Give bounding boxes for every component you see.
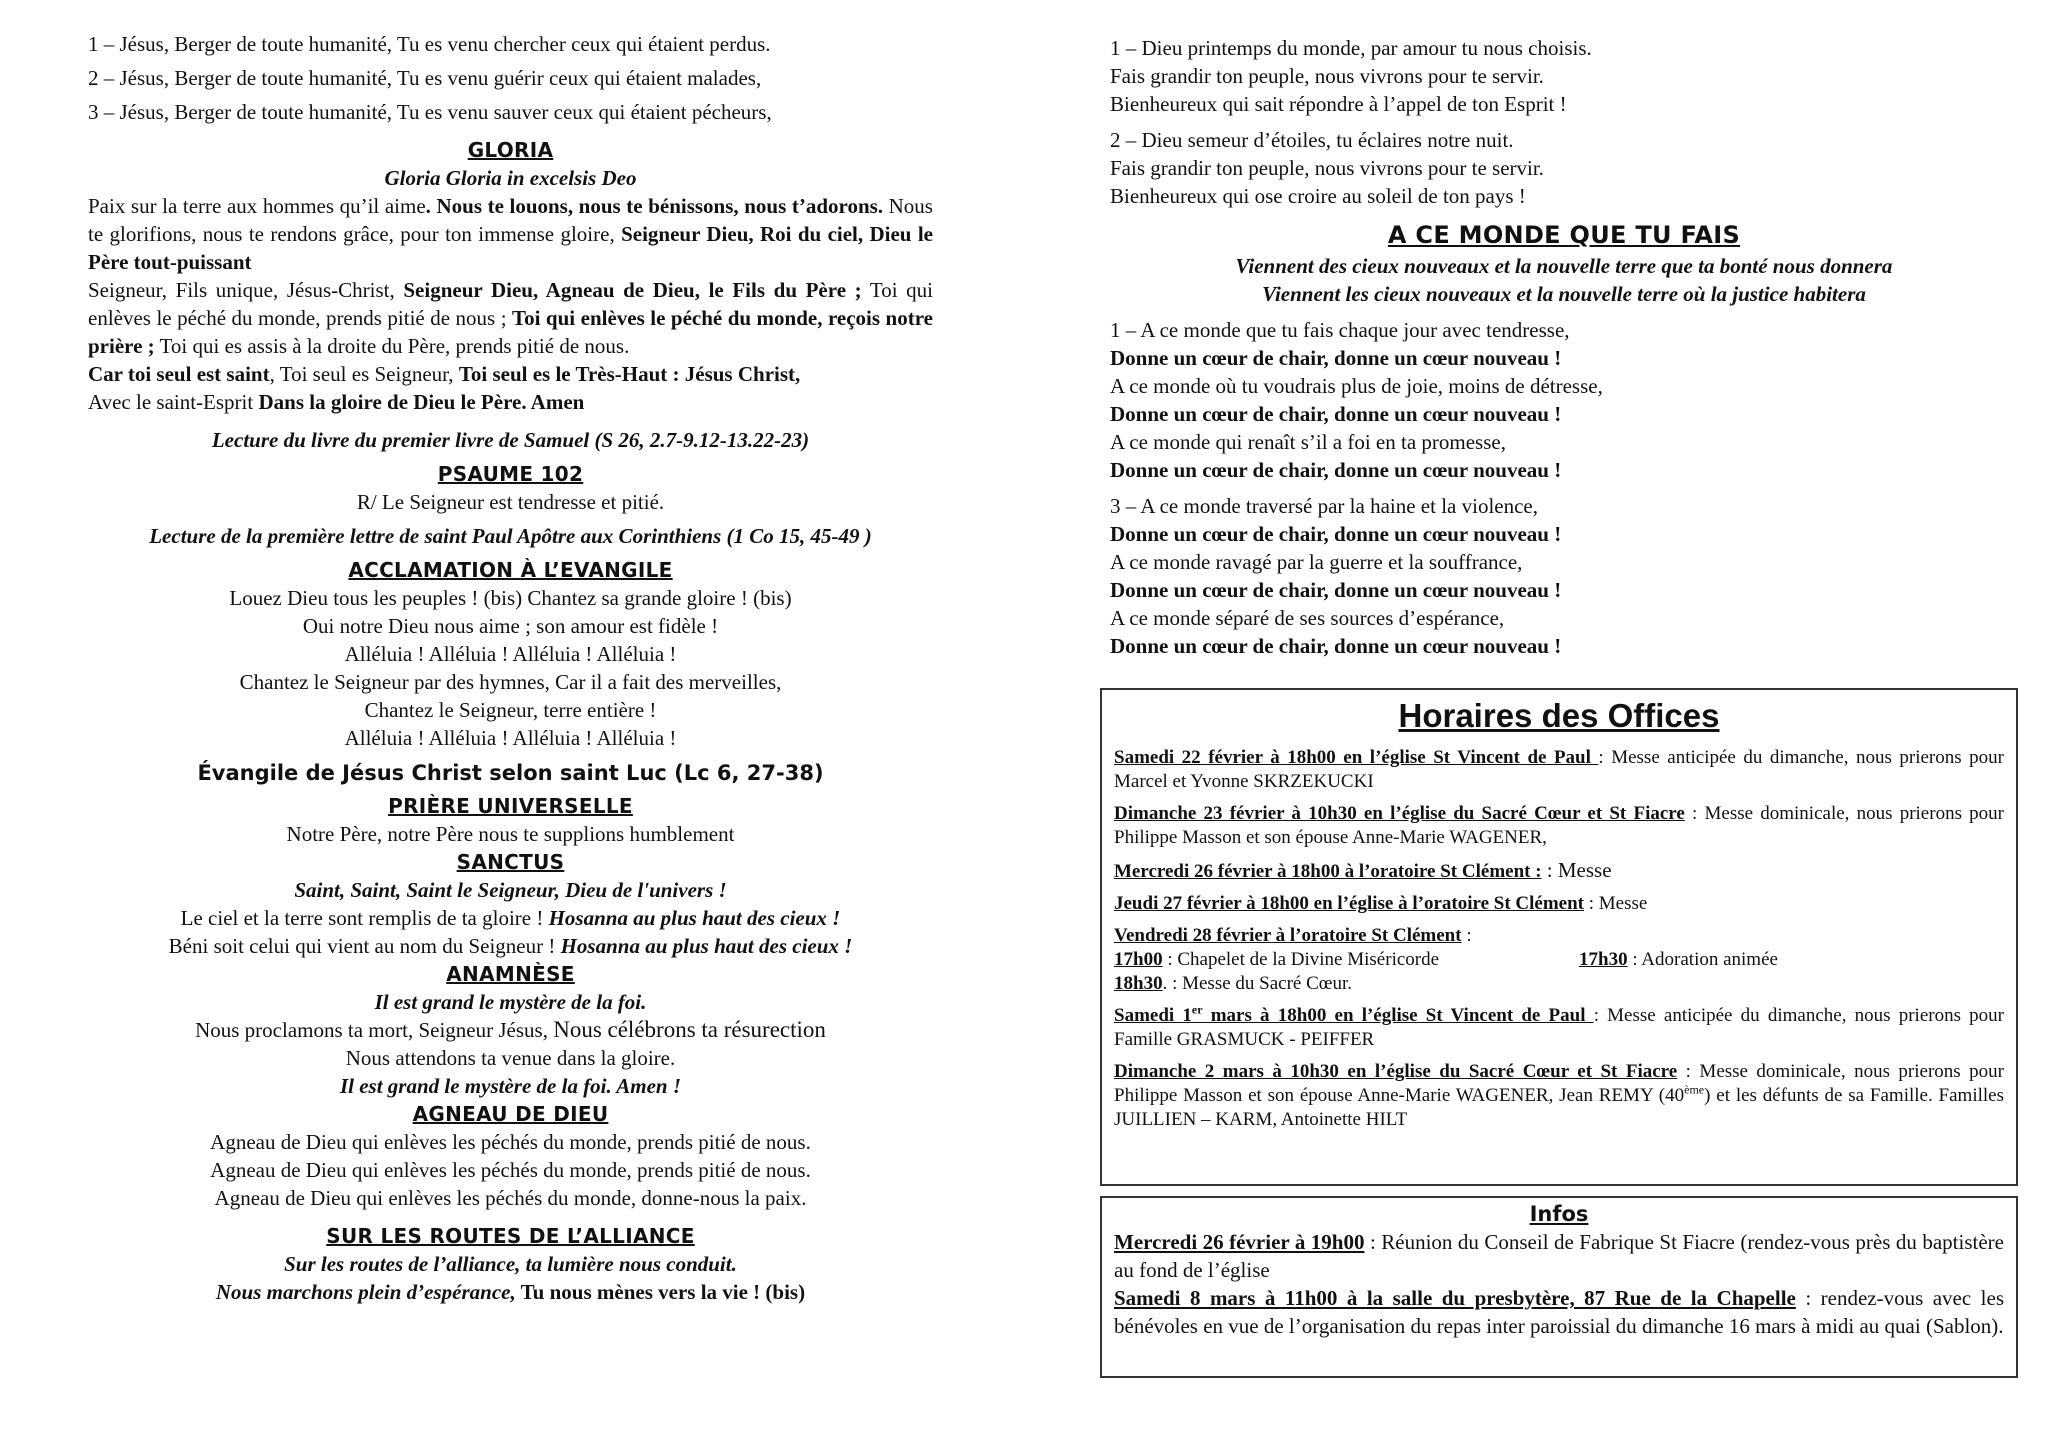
monde-heading: A CE MONDE QUE TU FAIS [1387,221,1741,249]
gloria-t10: Car toi seul est saint [88,362,270,386]
gloria-t7: Toi qui enlèves le péché du monde, prends pitié de nous ; [88,278,934,330]
gloria-t12: Toi seul es le Très-Haut : Jésus Christ, [458,362,801,386]
horaires-title: Horaires des Offices [1398,697,1720,734]
verse-line: A ce monde ravagé par la guerre et la souffrance, [1110,550,1523,574]
gloria-t9: Toi qui es assis à la droite du Père, prends pitié de nous. [154,334,630,358]
verse-line: A ce monde séparé de ses sources d’espérance, [1110,606,1505,630]
agneau-line: Agneau de Dieu qui enlèves les péchés du monde, donne-nous la paix. [214,1186,807,1210]
prayer-line: Notre Père, notre Père nous te supplions humblement [286,822,735,846]
gloria-t6: Seigneur Dieu, Agneau de Dieu, le Fils du Père ; [403,278,862,302]
office-date [1114,1002,1594,1026]
sanctus-line: Saint, Saint, Saint le Seigneur, Dieu de l'univers ! [294,878,727,902]
office-entry [1114,802,2004,850]
monde-refrain: Viennent les cieux nouveaux et la nouvelle terre où la justice habitera [1262,282,1866,306]
verse-line: Donne un cœur de chair, donne un cœur nouveau ! [1110,458,1562,482]
office-entry [1114,1004,2004,1052]
intro-line: 3 – Jésus, Berger de toute humanité, Tu es venu sauver ceux qui étaient pécheurs, [88,100,772,124]
verse-line: 3 – A ce monde traversé par la haine et la violence, [1110,494,1538,518]
printemps-line: Fais grandir ton peuple, nous vivrons pour te servir. [1110,64,1544,88]
office-desc: ) et les défunts de sa Famille. Familles JUILLIEN – KARM, Antoinette HILT [1114,1085,2004,1130]
gloria-t1: Paix sur la terre aux hommes qu’il aime [88,194,426,218]
acclamation-line: Alléluia ! Alléluia ! Alléluia ! Alléluia ! [344,642,677,666]
office-date: Dimanche 23 février à 10h30 en l’église du Sacré Cœur et St Fiacre [1114,803,1685,824]
gloria-text [88,360,933,416]
agneau-line: Agneau de Dieu qui enlèves les péchés du monde, prends pitié de nous. [210,1130,811,1154]
intro-line: 2 – Jésus, Berger de toute humanité, Tu es venu guérir ceux qui étaient malades, [88,66,762,90]
semeur-line: 2 – Dieu semeur d’étoiles, tu éclaires notre nuit. [1110,128,1514,152]
info-date: Samedi 8 mars à 11h00 à la salle du presbytère, 87 Rue de la Chapelle [1114,1286,1796,1310]
acclamation-line: Chantez le Seigneur par des hymnes, Car il a fait des merveilles, [239,670,782,694]
office-entry [1114,858,2004,884]
right-column [1110,34,2018,660]
gloria-t3: Nous te glorifions, nous te rendons grâce, pour ton immense gloire, [88,194,933,246]
info-desc: : rendez-vous avec les bénévoles en vue de l’organisation du repas inter paroissial du dimanche 16 mars à midi au quai (Sablon). [1114,1286,2004,1338]
sanctus-line2b: Hosanna au plus haut des cieux ! [548,906,841,930]
office-date-sup: er [1191,1002,1203,1017]
office-date: Jeudi 27 février à 18h00 en l’église à l’oratoire St Clément [1114,893,1584,914]
info-desc: : Réunion du Conseil de Fabrique St Fiacre (rendez-vous près du baptistère au fond de l’église [1114,1230,2004,1282]
office-time: 17h30 [1579,949,1628,970]
office-date: Vendredi 28 février à l’oratoire St Clément [1114,925,1462,946]
gloria-t14: Dans la gloire de Dieu le Père. Amen [258,390,585,414]
office-desc-sup: ème [1684,1082,1705,1097]
reading-1: Lecture du livre du premier livre de Samuel (S 26, 2.7-9.12-13.22-23) [211,428,810,452]
psalm-heading: PSAUME 102 [437,462,584,486]
routes-line2b: Tu nous mènes vers la vie ! (bis) [515,1280,806,1304]
office-date: Mercredi 26 février à 18h00 à l’oratoire St Clément : [1114,861,1542,882]
office-desc: : Messe dominicale, nous prierons pour Philippe Masson et son épouse Anne-Marie WAGENER, Jean REMY (40 [1114,1061,2004,1106]
semeur-line: Bienheureux qui ose croire au soleil de ton pays ! [1110,184,1526,208]
info-entry [1114,1228,2004,1284]
office-times-row [1114,948,2004,972]
reading-2: Lecture de la première lettre de saint Paul Apôtre aux Corinthiens (1 Co 15, 45-49 ) [149,524,872,548]
sanctus-line3a: Béni soit celui qui vient au nom du Seigneur ! [168,934,561,958]
gloria-t2: . Nous te louons, nous te bénissons, nous t’adorons. [425,194,884,218]
sanctus-line [88,932,933,960]
office-desc: : Messe [1541,858,1612,882]
verse-line: Donne un cœur de chair, donne un cœur nouveau ! [1110,578,1562,602]
office-desc: : Messe anticipée du dimanche, nous prierons pour Marcel et Yvonne SKRZEKUCKI [1114,747,2004,792]
acclamation-line: Oui notre Dieu nous aime ; son amour est fidèle ! [302,614,719,638]
gloria-t13: Avec le saint-Esprit [88,390,259,414]
sanctus-heading: SANCTUS [456,850,565,874]
gloria-t8: Toi qui enlèves le péché du monde, reçois notre prière ; [88,306,933,358]
office-date: Dimanche 2 mars à 10h30 en l’église du Sacré Cœur et St Fiacre [1114,1061,1678,1082]
prayer-heading: PRIÈRE UNIVERSELLE [388,794,633,818]
anamnese-line: Il est grand le mystère de la foi. Amen ! [339,1074,682,1098]
office-desc: : Messe [1583,893,1648,914]
sanctus-line3b: Hosanna au plus haut des cieux ! [560,934,853,958]
routes-line [88,1278,933,1306]
verse-line: 1 – A ce monde que tu fais chaque jour avec tendresse, [1110,318,1570,342]
gloria-t4: Seigneur Dieu, Roi du ciel, Dieu le Père tout-puissant [88,222,933,274]
office-desc: . : Messe du Sacré Cœur. [1162,973,1353,994]
office-desc: : Messe dominicale, nous prierons pour Philippe Masson et son épouse Anne-Marie WAGENER, [1114,803,2004,848]
agneau-line: Agneau de Dieu qui enlèves les péchés du monde, prends pitié de nous. [210,1158,811,1182]
anamnese-line: Nous attendons ta venue dans la gloire. [345,1046,676,1070]
infos-box [1100,1196,2018,1378]
acclamation-heading: ACCLAMATION À L’EVANGILE [348,558,673,582]
infos-title: Infos [1529,1202,1589,1226]
agneau-heading: AGNEAU DE DIEU [412,1102,609,1126]
left-column [88,30,933,1306]
gospel-title: Évangile de Jésus Christ selon saint Luc (Lc 6, 27-38) [197,761,824,785]
office-entry [1114,924,2004,996]
anamnese-heading: ANAMNÈSE [446,962,575,986]
anamnese-line: Il est grand le mystère de la foi. [374,990,647,1014]
office-desc: : Messe anticipée du dimanche, nous prierons pour Famille GRASMUCK - PEIFFER [1114,1005,2004,1050]
gloria-t11: , Toi seul es Seigneur, [269,362,459,386]
monde-refrain: Viennent des cieux nouveaux et la nouvelle terre que ta bonté nous donnera [1235,254,1893,278]
printemps-line: Bienheureux qui sait répondre à l’appel de ton Esprit ! [1110,92,1567,116]
routes-line: Sur les routes de l’alliance, ta lumière nous conduit. [284,1252,737,1276]
psalm-response: R/ Le Seigneur est tendresse et pitié. [356,490,665,514]
office-entry [1114,746,2004,794]
acclamation-line: Louez Dieu tous les peuples ! (bis) Chantez sa grande gloire ! (bis) [229,586,792,610]
office-date-part: mars à 18h00 en l’église St Vincent de Paul [1202,1005,1594,1026]
office-time: 18h30 [1114,973,1163,994]
verse-line: Donne un cœur de chair, donne un cœur nouveau ! [1110,346,1562,370]
gloria-heading: GLORIA [467,138,554,162]
office-entry [1114,892,2004,916]
anamnese-line [88,1016,933,1044]
office-date-part: Samedi 1 [1114,1005,1192,1026]
printemps-line: 1 – Dieu printemps du monde, par amour tu nous choisis. [1110,36,1592,60]
office-date: Samedi 22 février à 18h00 en l’église St Vincent de Paul [1114,747,1599,768]
monde-verse-1 [1110,316,2018,484]
anamnese-line2a: Nous proclamons ta mort, Seigneur Jésus, [195,1018,554,1042]
gloria-text [88,276,933,360]
intro-line: 1 – Jésus, Berger de toute humanité, Tu es venu chercher ceux qui étaient perdus. [88,32,771,56]
routes-heading: SUR LES ROUTES DE L’ALLIANCE [326,1224,695,1248]
monde-verse-3 [1110,492,2018,660]
acclamation-line: Alléluia ! Alléluia ! Alléluia ! Alléluia ! [344,726,677,750]
acclamation-line: Chantez le Seigneur, terre entière ! [364,698,657,722]
semeur-line: Fais grandir ton peuple, nous vivrons pour te servir. [1110,156,1544,180]
office-time: 17h00 [1114,949,1163,970]
verse-line: Donne un cœur de chair, donne un cœur nouveau ! [1110,402,1562,426]
gloria-t5: Seigneur, Fils unique, Jésus-Christ, [88,278,404,302]
sanctus-line [88,904,933,932]
verse-line: A ce monde qui renaît s’il a foi en ta promesse, [1110,430,1506,454]
horaires-box [1100,688,2018,1186]
office-desc: : [1461,925,1472,946]
verse-line: Donne un cœur de chair, donne un cœur nouveau ! [1110,522,1562,546]
routes-line2a: Nous marchons plein d’espérance, [215,1280,516,1304]
gloria-text [88,192,933,276]
gloria-refrain: Gloria Gloria in excelsis Deo [384,166,637,190]
anamnese-line2b: Nous célébrons ta résurection [553,1017,826,1042]
info-date: Mercredi 26 février à 19h00 [1114,1230,1365,1254]
office-entry [1114,1060,2004,1132]
info-entry [1114,1284,2004,1340]
office-desc: : Adoration animée [1627,949,1778,970]
verse-line: Donne un cœur de chair, donne un cœur nouveau ! [1110,634,1562,658]
verse-line: A ce monde où tu voudrais plus de joie, moins de détresse, [1110,374,1603,398]
sanctus-line2a: Le ciel et la terre sont remplis de ta gloire ! [180,906,549,930]
office-desc: : Chapelet de la Divine Miséricorde [1162,949,1440,970]
